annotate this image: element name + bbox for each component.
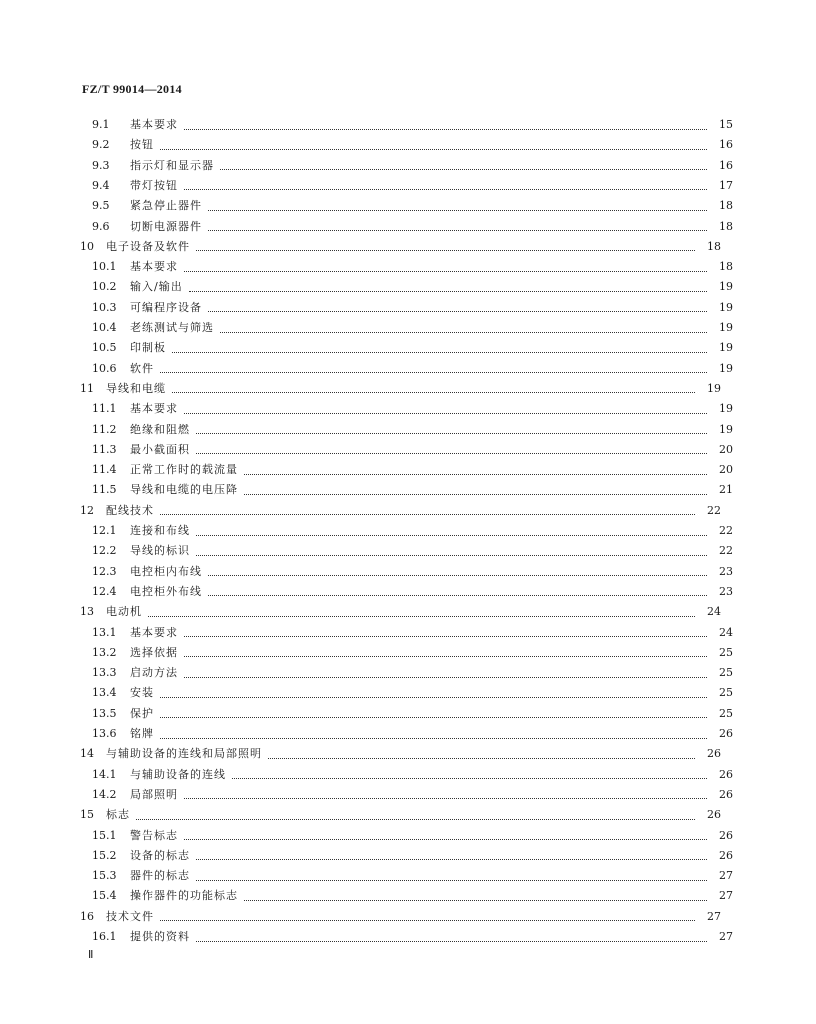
- toc-dot-leader: [160, 514, 695, 515]
- toc-entry[interactable]: [0, 542, 816, 560]
- toc-entry[interactable]: [0, 847, 816, 865]
- toc-entry[interactable]: [0, 806, 804, 824]
- toc-entry-number: 10.4: [92, 321, 117, 334]
- toc-entry[interactable]: [0, 157, 816, 175]
- toc-entry-page: 25: [719, 645, 733, 659]
- toc-entry-title: 操作器件的功能标志: [130, 889, 238, 903]
- toc-dot-leader: [184, 271, 707, 272]
- toc-entry-title: 绝缘和阻燃: [130, 422, 190, 436]
- toc-entry[interactable]: [0, 603, 804, 621]
- toc-entry-title: 导线的标识: [130, 544, 190, 558]
- toc-entry[interactable]: [0, 908, 804, 926]
- toc-dot-leader: [196, 555, 707, 556]
- toc-dot-leader: [232, 778, 707, 779]
- toc-entry-title: 标志: [106, 808, 130, 822]
- toc-entry-number: 11.3: [92, 442, 117, 456]
- toc-dot-leader: [196, 941, 707, 942]
- toc-entry[interactable]: [0, 684, 816, 702]
- toc-entry[interactable]: [0, 360, 816, 378]
- toc-entry-title: 基本要求: [130, 118, 178, 131]
- toc-entry-title: 与辅助设备的连线: [130, 767, 226, 781]
- toc-dot-leader: [196, 250, 695, 251]
- toc-entry-number: 10: [80, 239, 94, 253]
- toc-entry[interactable]: [0, 339, 816, 357]
- toc-entry-title: 提供的资料: [130, 930, 190, 943]
- toc-entry[interactable]: [0, 928, 816, 946]
- toc-entry-title: 连接和布线: [130, 524, 190, 537]
- toc-entry-page: 19: [719, 361, 733, 375]
- toc-entry-page: 26: [707, 808, 721, 822]
- toc-entry-page: 23: [719, 584, 733, 598]
- toc-entry[interactable]: [0, 421, 816, 439]
- toc-dot-leader: [208, 311, 707, 312]
- toc-dot-leader: [196, 453, 707, 454]
- toc-dot-leader: [160, 697, 707, 698]
- toc-entry-page: 18: [719, 199, 733, 213]
- toc-entry-page: 18: [707, 239, 721, 253]
- toc-entry-page: 25: [719, 686, 733, 700]
- toc-entry-page: 27: [707, 909, 721, 923]
- toc-entry-number: 9.4: [92, 178, 110, 192]
- toc-entry-title: 保护: [130, 706, 154, 720]
- toc-entry-page: 23: [719, 564, 733, 578]
- toc-entry-number: 13.5: [92, 706, 117, 720]
- toc-dot-leader: [160, 149, 707, 150]
- toc-dot-leader: [196, 433, 707, 434]
- toc-entry-title: 电控柜内布线: [130, 564, 202, 578]
- toc-entry-title: 导线和电缆: [106, 381, 166, 395]
- toc-entry-page: 22: [719, 524, 733, 537]
- toc-entry-number: 15.2: [92, 848, 117, 862]
- toc-entry[interactable]: [0, 461, 816, 479]
- toc-entry-page: 24: [707, 605, 721, 619]
- toc-entry-number: 12.2: [92, 544, 117, 558]
- toc-entry-page: 20: [719, 463, 733, 477]
- toc-entry[interactable]: [0, 624, 816, 642]
- toc-entry[interactable]: [0, 563, 816, 581]
- toc-entry-page: 25: [719, 666, 733, 680]
- toc-entry-title: 设备的标志: [130, 848, 190, 862]
- toc-entry-number: 15.1: [92, 828, 117, 842]
- toc-entry-number: 16: [80, 909, 94, 923]
- toc-entry-number: 9.2: [92, 138, 110, 152]
- toc-entry-page: 22: [719, 544, 733, 558]
- toc-entry[interactable]: [0, 867, 816, 885]
- toc-entry-page: 22: [707, 503, 721, 517]
- toc-entry-page: 24: [719, 625, 733, 639]
- toc-dot-leader: [196, 880, 707, 881]
- toc-dot-leader: [220, 332, 707, 333]
- toc-entry-number: 12.3: [92, 564, 117, 578]
- toc-entry[interactable]: [0, 278, 816, 296]
- toc-entry-title: 铭牌: [130, 727, 154, 740]
- page-number-roman: Ⅱ: [88, 949, 94, 961]
- document-id-header: FZ/T 99014—2014: [82, 82, 182, 96]
- toc-dot-leader: [184, 636, 707, 637]
- toc-dot-leader: [148, 616, 695, 617]
- toc-dot-leader: [184, 656, 707, 657]
- toc-entry-title: 老练测试与筛选: [130, 321, 214, 334]
- toc-entry-number: 10.2: [92, 280, 117, 294]
- toc-entry-title: 技术文件: [106, 909, 154, 923]
- toc-entry-page: 26: [719, 787, 733, 801]
- toc-entry[interactable]: [0, 299, 816, 317]
- toc-dot-leader: [160, 372, 707, 373]
- toc-dot-leader: [244, 474, 707, 475]
- toc-entry-number: 12.4: [92, 584, 117, 598]
- toc-dot-leader: [184, 839, 707, 840]
- toc-entry-number: 9.3: [92, 158, 110, 172]
- toc-entry-page: 19: [707, 381, 721, 395]
- toc-entry[interactable]: [0, 786, 816, 804]
- toc-entry-number: 15.4: [92, 889, 117, 903]
- toc-entry-page: 19: [719, 402, 733, 416]
- toc-entry-page: 26: [719, 767, 733, 781]
- toc-entry-number: 9.6: [92, 219, 110, 233]
- toc-entry[interactable]: [0, 177, 816, 195]
- toc-entry-number: 10.3: [92, 300, 117, 314]
- toc-dot-leader: [208, 595, 707, 596]
- toc-entry-title: 紧急停止器件: [130, 199, 202, 213]
- toc-entry-title: 印制板: [130, 341, 166, 355]
- toc-entry-title: 电控柜外布线: [130, 584, 202, 598]
- toc-entry[interactable]: [0, 745, 804, 763]
- toc-dot-leader: [268, 758, 695, 759]
- toc-entry-title: 基本要求: [130, 625, 178, 639]
- toc-entry-page: 26: [719, 848, 733, 862]
- toc-entry[interactable]: [0, 644, 816, 662]
- toc-entry-page: 19: [719, 280, 733, 294]
- toc-entry-number: 16.1: [92, 930, 117, 943]
- toc-entry[interactable]: [0, 116, 816, 134]
- toc-entry-title: 电子设备及软件: [106, 239, 190, 253]
- toc-entry-number: 13.3: [92, 666, 117, 680]
- toc-dot-leader: [172, 352, 707, 353]
- toc-entry[interactable]: [0, 502, 804, 520]
- toc-entry-title: 与辅助设备的连线和局部照明: [106, 747, 262, 761]
- toc-entry-number: 10.1: [92, 260, 117, 274]
- toc-dot-leader: [208, 575, 707, 576]
- toc-entry-number: 13.1: [92, 625, 117, 639]
- toc-entry[interactable]: [0, 583, 816, 601]
- toc-entry-page: 26: [719, 828, 733, 842]
- toc-entry[interactable]: [0, 766, 816, 784]
- toc-dot-leader: [136, 819, 695, 820]
- toc-entry[interactable]: [0, 400, 816, 418]
- toc-entry-page: 27: [719, 930, 733, 943]
- toc-entry-number: 11: [80, 381, 94, 395]
- toc-entry[interactable]: [0, 664, 816, 682]
- toc-dot-leader: [208, 230, 707, 231]
- toc-entry-number: 15.3: [92, 869, 117, 883]
- toc-entry-number: 14: [80, 747, 94, 761]
- toc-entry[interactable]: [0, 705, 816, 723]
- toc-entry[interactable]: [0, 887, 816, 905]
- toc-entry-title: 输入/输出: [130, 280, 183, 294]
- toc-entry-number: 13.4: [92, 686, 117, 700]
- toc-entry-number: 13: [80, 605, 94, 619]
- toc-entry-number: 12: [80, 503, 94, 517]
- toc-dot-leader: [184, 129, 707, 130]
- toc-entry[interactable]: [0, 725, 816, 743]
- toc-entry-page: 20: [719, 442, 733, 456]
- toc-dot-leader: [160, 920, 695, 921]
- toc-entry-page: 25: [719, 706, 733, 720]
- toc-dot-leader: [208, 210, 707, 211]
- toc-entry-title: 正常工作时的载流量: [130, 463, 238, 477]
- toc-entry-title: 配线技术: [106, 503, 154, 517]
- toc-entry-page: 16: [719, 138, 733, 152]
- toc-entry[interactable]: [0, 481, 816, 499]
- toc-entry[interactable]: [0, 218, 816, 236]
- toc-entry-title: 警告标志: [130, 828, 178, 842]
- toc-entry[interactable]: [0, 441, 816, 459]
- toc-entry[interactable]: [0, 827, 816, 845]
- toc-entry-number: 14.2: [92, 787, 117, 801]
- toc-entry-page: 27: [719, 889, 733, 903]
- toc-entry-title: 按钮: [130, 138, 154, 152]
- toc-entry[interactable]: [0, 258, 816, 276]
- toc-dot-leader: [160, 738, 707, 739]
- toc-entry-number: 9.1: [92, 118, 110, 131]
- toc-entry[interactable]: [0, 319, 816, 337]
- toc-entry-page: 19: [719, 422, 733, 436]
- toc-entry-number: 13.6: [92, 727, 117, 740]
- toc-entry-number: 10.5: [92, 341, 117, 355]
- toc-entry-title: 指示灯和显示器: [130, 158, 214, 172]
- toc-entry[interactable]: [0, 522, 816, 540]
- toc-entry-title: 导线和电缆的电压降: [130, 483, 238, 497]
- toc-entry-title: 最小截面积: [130, 442, 190, 456]
- toc-dot-leader: [196, 859, 707, 860]
- toc-entry-page: 18: [719, 260, 733, 274]
- toc-entry-title: 基本要求: [130, 402, 178, 416]
- toc-entry-page: 15: [719, 118, 733, 131]
- toc-entry-title: 切断电源器件: [130, 219, 202, 233]
- toc-entry-title: 软件: [130, 361, 154, 375]
- toc-entry-page: 21: [719, 483, 733, 497]
- toc-dot-leader: [220, 169, 707, 170]
- toc-entry-page: 16: [719, 158, 733, 172]
- toc-entry-number: 11.4: [92, 463, 117, 477]
- toc-entry-number: 11.1: [92, 402, 117, 416]
- toc-dot-leader: [189, 291, 707, 292]
- toc-dot-leader: [184, 413, 707, 414]
- toc-dot-leader: [244, 494, 707, 495]
- toc-entry-number: 10.6: [92, 361, 117, 375]
- toc-dot-leader: [172, 392, 695, 393]
- toc-entry-title: 选择依据: [130, 645, 178, 659]
- toc-entry[interactable]: [0, 197, 816, 215]
- toc-entry-page: 26: [707, 747, 721, 761]
- toc-entry-title: 电动机: [106, 605, 142, 619]
- toc-dot-leader: [184, 189, 707, 190]
- toc-entry[interactable]: [0, 136, 816, 154]
- toc-entry-title: 基本要求: [130, 260, 178, 274]
- toc-entry-page: 19: [719, 341, 733, 355]
- toc-dot-leader: [184, 677, 707, 678]
- toc-entry-title: 带灯按钮: [130, 178, 178, 192]
- toc-entry-title: 启动方法: [130, 666, 178, 680]
- toc-entry-number: 13.2: [92, 645, 117, 659]
- toc-entry-title: 局部照明: [130, 787, 178, 801]
- toc-entry-title: 可编程序设备: [130, 300, 202, 314]
- toc-entry-title: 安装: [130, 686, 154, 700]
- toc-entry-page: 19: [719, 300, 733, 314]
- toc-entry-number: 14.1: [92, 767, 117, 781]
- toc-entry-page: 19: [719, 321, 733, 334]
- toc-entry-page: 18: [719, 219, 733, 233]
- toc-entry-page: 17: [719, 178, 733, 192]
- toc-entry-number: 12.1: [92, 524, 117, 537]
- toc-entry-title: 器件的标志: [130, 869, 190, 883]
- toc-entry[interactable]: [0, 238, 804, 256]
- toc-dot-leader: [196, 535, 707, 536]
- toc-entry-number: 15: [80, 808, 94, 822]
- toc-dot-leader: [244, 900, 707, 901]
- toc-dot-leader: [160, 717, 707, 718]
- toc-entry-number: 11.5: [92, 483, 117, 497]
- toc-entry-number: 9.5: [92, 199, 110, 213]
- toc-entry[interactable]: [0, 380, 804, 398]
- toc-entry-page: 26: [719, 727, 733, 740]
- toc-entry-page: 27: [719, 869, 733, 883]
- toc-dot-leader: [184, 798, 707, 799]
- toc-entry-number: 11.2: [92, 422, 117, 436]
